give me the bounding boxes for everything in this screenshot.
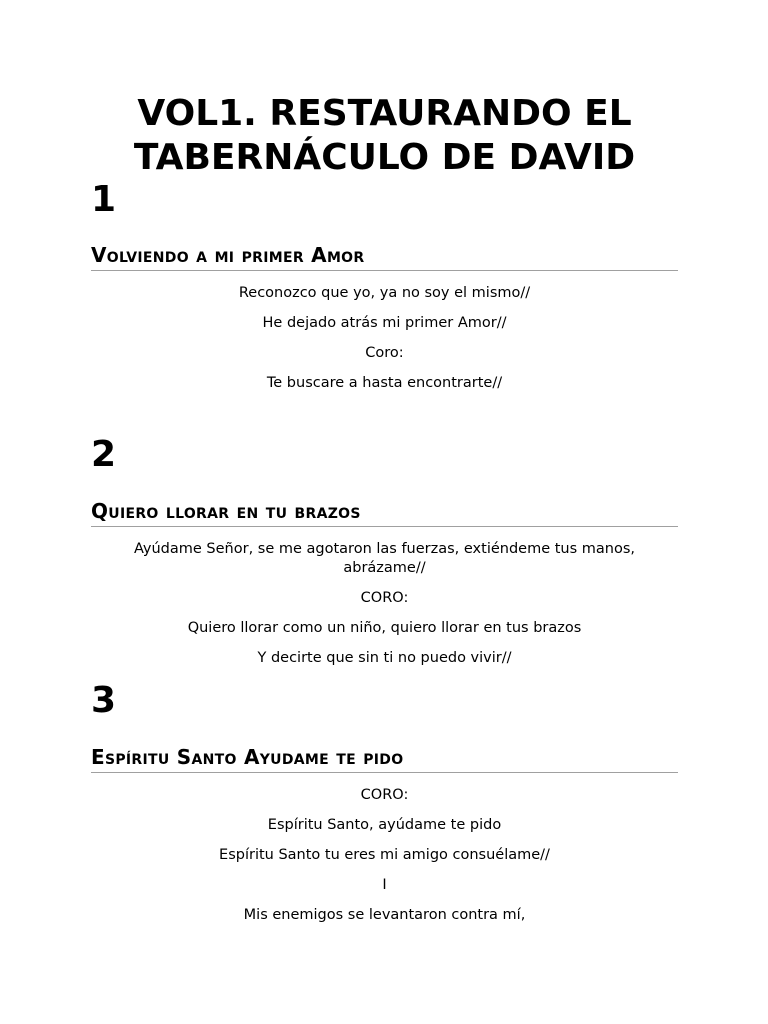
lyric-line: He dejado atrás mi primer Amor// <box>262 315 507 331</box>
lyric-line: CORO: <box>360 787 409 803</box>
lyric-line: Reconozco que yo, ya no soy el mismo// <box>238 285 531 301</box>
lyric-line: Espíritu Santo tu eres mi amigo consuélame// <box>219 847 550 863</box>
lyric-line: Mis enemigos se levantaron contra mí, <box>243 907 526 923</box>
lyric-line: Te buscare a hasta encontrarte// <box>266 375 503 391</box>
lyric-line: Quiero llorar como un niño, quiero llorar en tus brazos <box>187 620 582 636</box>
song-number: 1 <box>91 179 117 220</box>
song-lyrics <box>91 284 678 404</box>
lyric-line: Espíritu Santo, ayúdame te pido <box>267 817 502 833</box>
song-title: Quiero llorar en tu brazos <box>91 498 678 527</box>
song-number: 3 <box>91 680 117 721</box>
lyric-line: CORO: <box>360 590 409 606</box>
song-number: 2 <box>91 434 117 475</box>
lyric-line: Ayúdame Señor, se me agotaron las fuerzas, extiéndeme tus manos, abrázame// <box>133 541 636 576</box>
song-title: Espíritu Santo Ayudame te pido <box>91 744 678 773</box>
lyric-line: I <box>382 877 387 893</box>
song-title: Volviendo a mi primer Amor <box>91 242 678 271</box>
document-title: VOL1. RESTAURANDO EL TABERNÁCULO DE DAVID <box>133 93 636 178</box>
lyric-line: Y decirte que sin ti no puedo vivir// <box>257 650 512 666</box>
lyric-line: Coro: <box>365 345 404 361</box>
song-lyrics <box>91 540 678 679</box>
song-lyrics <box>91 786 678 936</box>
